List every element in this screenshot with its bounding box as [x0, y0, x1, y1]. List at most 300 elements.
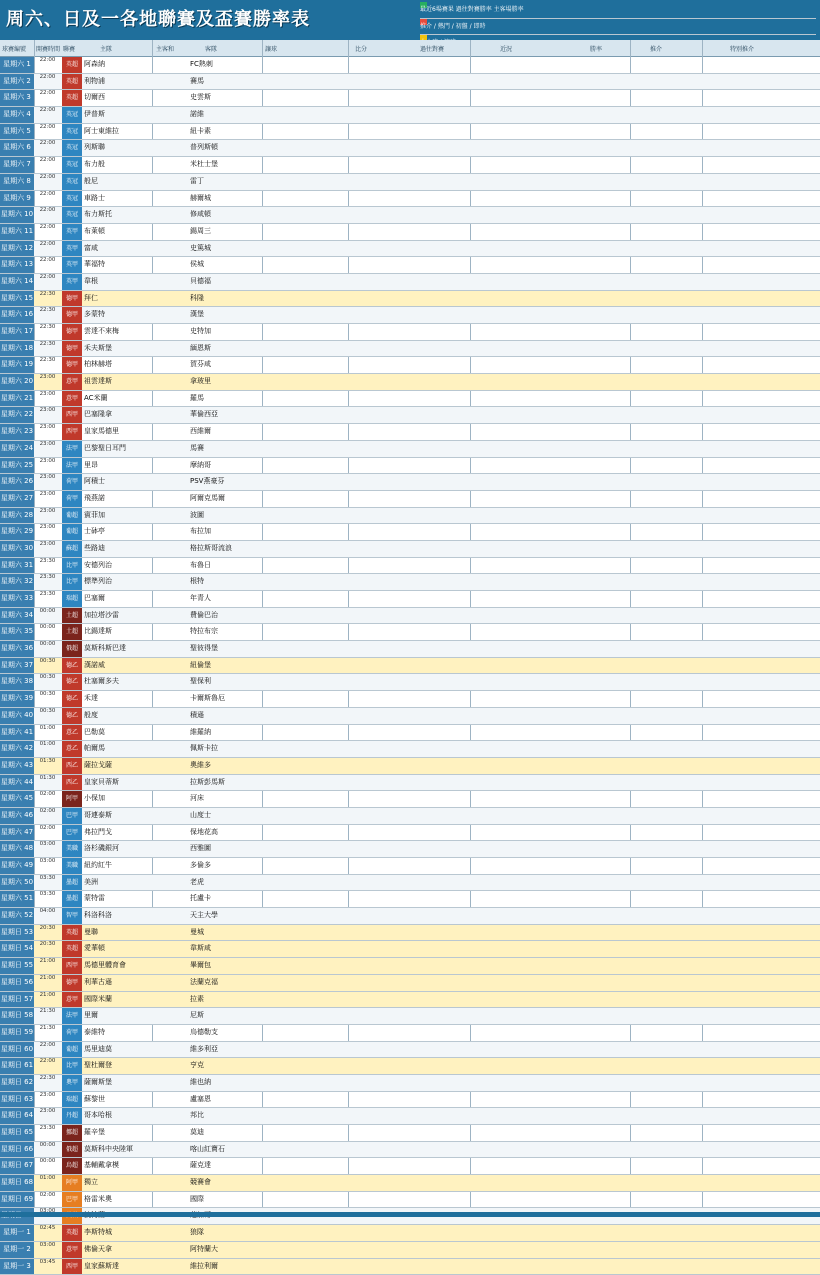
home-team[interactable]: 車路士 [84, 191, 152, 207]
col-hdp: 讓球 [265, 44, 277, 53]
league-badge: 意甲 [62, 1242, 82, 1258]
away-team[interactable]: 布拉加 [190, 524, 262, 540]
home-team[interactable]: 愛華頓 [84, 941, 152, 957]
league-badge: 葡超 [62, 508, 82, 524]
match-number: 星期日 56 [0, 975, 34, 991]
home-team[interactable]: 柏林赫塔 [84, 357, 152, 373]
away-team[interactable]: 修咸頓 [190, 207, 262, 223]
away-team[interactable]: 賽馬 [190, 74, 262, 90]
home-team[interactable]: 巴塞爾 [84, 591, 152, 607]
home-team[interactable]: 韋根 [84, 274, 152, 290]
home-team[interactable]: 美洲 [84, 875, 152, 891]
league-badge: 英冠 [62, 124, 82, 140]
home-team[interactable]: 巴勒莫 [84, 725, 152, 741]
match-number: 星期六 23 [0, 424, 34, 440]
table-row[interactable] [0, 758, 820, 775]
league-badge: 巴甲 [62, 808, 82, 824]
table-row[interactable] [0, 1242, 820, 1259]
table-row[interactable] [0, 274, 820, 291]
home-team[interactable]: 布萊頓 [84, 224, 152, 240]
away-team[interactable]: 阿爾克馬爾 [190, 491, 262, 507]
away-team[interactable]: 亨克 [190, 1058, 262, 1074]
kickoff-time: 03:00 [35, 1242, 60, 1258]
away-team[interactable]: 西雅圖 [190, 841, 262, 857]
away-team[interactable]: 聖保利 [190, 674, 262, 690]
kickoff-time: 23:00 [35, 407, 60, 423]
away-team[interactable]: 羅馬 [190, 391, 262, 407]
league-badge: 德甲 [62, 357, 82, 373]
home-team[interactable]: 莫斯科斯巴達 [84, 641, 152, 657]
col-special: 特別推介 [730, 44, 754, 53]
home-team[interactable]: 禾達 [84, 691, 152, 707]
home-team[interactable]: 弗拉門戈 [84, 825, 152, 841]
match-number: 星期日 68 [0, 1175, 34, 1191]
home-team[interactable]: 小保加 [84, 791, 152, 807]
home-team[interactable]: 莫斯科中央陸軍 [84, 1142, 152, 1158]
table-row[interactable] [0, 891, 820, 908]
away-team[interactable]: 聖彼得堡 [190, 641, 262, 657]
table-row[interactable] [0, 1058, 820, 1075]
kickoff-time: 21:00 [35, 975, 60, 991]
col-tip: 推介 [650, 44, 662, 53]
league-badge: 英甲 [62, 224, 82, 240]
league-badge: 俄超 [62, 1142, 82, 1158]
home-team[interactable]: 切爾西 [84, 90, 152, 106]
away-team[interactable]: 法蘭克福 [190, 975, 262, 991]
away-team[interactable]: FC熱刺 [190, 57, 262, 73]
table-row[interactable] [0, 140, 820, 157]
table-row[interactable] [0, 491, 820, 508]
home-team[interactable]: 雲達不來梅 [84, 324, 152, 340]
away-team[interactable]: 維羅納 [190, 725, 262, 741]
table-row[interactable] [0, 1075, 820, 1092]
away-team[interactable]: 米杜士堡 [190, 157, 262, 173]
home-team[interactable]: 華福特 [84, 257, 152, 273]
match-number: 星期六 2 [0, 74, 34, 90]
away-team[interactable]: 西維爾 [190, 424, 262, 440]
match-number: 星期日 63 [0, 1092, 34, 1108]
kickoff-time: 22:30 [35, 324, 60, 340]
away-team[interactable]: 天主大學 [190, 908, 262, 924]
away-team[interactable]: 佩斯卡拉 [190, 741, 262, 757]
table-row[interactable] [0, 1192, 820, 1209]
away-team[interactable]: 漢堡 [190, 307, 262, 323]
match-number: 星期六 5 [0, 124, 34, 140]
kickoff-time: 00:00 [35, 608, 60, 624]
away-team[interactable]: 烏德勒支 [190, 1025, 262, 1041]
away-team[interactable]: 畢爾包 [190, 958, 262, 974]
table-row[interactable] [0, 407, 820, 424]
table-row[interactable] [0, 958, 820, 975]
table-row[interactable] [0, 524, 820, 541]
away-team[interactable]: 曼城 [190, 925, 262, 941]
match-number: 星期六 11 [0, 224, 34, 240]
table-row[interactable] [0, 775, 820, 792]
home-team[interactable]: 蘇黎世 [84, 1092, 152, 1108]
page-header [0, 0, 820, 42]
away-team[interactable]: 喀山紅寶石 [190, 1142, 262, 1158]
table-row[interactable] [0, 324, 820, 341]
kickoff-time: 21:30 [35, 1008, 60, 1024]
table-row[interactable] [0, 992, 820, 1009]
home-team[interactable]: 阿森納 [84, 57, 152, 73]
home-team[interactable]: 佛倫天拿 [84, 1242, 152, 1258]
away-team[interactable]: 布魯日 [190, 558, 262, 574]
table-row[interactable] [0, 875, 820, 892]
away-team[interactable]: 盧塞恩 [190, 1092, 262, 1108]
home-team[interactable]: 漢諾威 [84, 658, 152, 674]
league-badge: 比甲 [62, 558, 82, 574]
away-team[interactable]: 史雲斯 [190, 90, 262, 106]
league-badge: 英超 [62, 1225, 82, 1241]
away-team[interactable]: 維多利亞 [190, 1042, 262, 1058]
table-row[interactable] [0, 391, 820, 408]
league-badge: 英超 [62, 941, 82, 957]
away-team[interactable]: 拉斯彭馬斯 [190, 775, 262, 791]
table-row[interactable] [0, 1225, 820, 1242]
home-team[interactable]: 布力斯托 [84, 207, 152, 223]
kickoff-time: 23:00 [35, 491, 60, 507]
away-team[interactable]: 尼斯 [190, 1008, 262, 1024]
table-row[interactable] [0, 1042, 820, 1059]
home-team[interactable]: 杜塞爾多夫 [84, 674, 152, 690]
away-team[interactable]: 紐倫堡 [190, 658, 262, 674]
home-team[interactable]: 泰維特 [84, 1025, 152, 1041]
table-row[interactable] [0, 174, 820, 191]
away-team[interactable]: 波圖 [190, 508, 262, 524]
table-row[interactable] [0, 1008, 820, 1025]
table-row[interactable] [0, 1259, 820, 1275]
table-row[interactable] [0, 691, 820, 708]
kickoff-time: 22:00 [35, 191, 60, 207]
away-team[interactable]: 保地花高 [190, 825, 262, 841]
home-team[interactable]: 哥連泰斯 [84, 808, 152, 824]
home-team[interactable]: 多蒙特 [84, 307, 152, 323]
table-row[interactable] [0, 708, 820, 725]
table-row[interactable] [0, 641, 820, 658]
table-row[interactable] [0, 508, 820, 525]
away-team[interactable]: 紐卡素 [190, 124, 262, 140]
league-badge: 挪超 [62, 1125, 82, 1141]
home-team[interactable]: 利華古遜 [84, 975, 152, 991]
home-team[interactable]: 巴黎聖日耳門 [84, 441, 152, 457]
match-number: 星期六 17 [0, 324, 34, 340]
table-row[interactable] [0, 57, 820, 74]
away-team[interactable]: 格拉斯哥流浪 [190, 541, 262, 557]
away-team[interactable]: 馬賽 [190, 441, 262, 457]
table-row[interactable] [0, 474, 820, 491]
league-badge: 荷甲 [62, 474, 82, 490]
away-team[interactable]: 維拉利爾 [190, 1259, 262, 1275]
home-team[interactable]: 馬里迪莫 [84, 1042, 152, 1058]
league-badge: 意甲 [62, 992, 82, 1008]
home-team[interactable]: 禾夫斯堡 [84, 341, 152, 357]
league-badge: 奧甲 [62, 1075, 82, 1091]
table-row[interactable] [0, 941, 820, 958]
match-number: 星期六 27 [0, 491, 34, 507]
away-team[interactable]: 拿玻里 [190, 374, 262, 390]
away-team[interactable]: PSV燕豪芬 [190, 474, 262, 490]
home-team[interactable]: 蒙特雷 [84, 891, 152, 907]
match-number: 星期日 60 [0, 1042, 34, 1058]
home-team[interactable]: 布力般 [84, 157, 152, 173]
away-team[interactable]: 莫迪 [190, 1125, 262, 1141]
kickoff-time: 01:00 [35, 1175, 60, 1191]
table-row[interactable] [0, 608, 820, 625]
table-row[interactable] [0, 725, 820, 742]
kickoff-time: 23:00 [35, 374, 60, 390]
table-row[interactable] [0, 908, 820, 925]
table-row[interactable] [0, 257, 820, 274]
table-row[interactable] [0, 658, 820, 675]
kickoff-time: 23:30 [35, 558, 60, 574]
home-team[interactable]: 洛杉磯銀河 [84, 841, 152, 857]
table-row[interactable] [0, 1108, 820, 1125]
col-time: 開賽時間 [36, 44, 60, 53]
home-team[interactable]: 獨立 [84, 1175, 152, 1191]
table-row[interactable] [0, 357, 820, 374]
table-row[interactable] [0, 341, 820, 358]
home-team[interactable]: 馬德里體育會 [84, 958, 152, 974]
home-team[interactable]: 士砵亭 [84, 524, 152, 540]
table-row[interactable] [0, 441, 820, 458]
home-team[interactable]: 加拉塔沙雷 [84, 608, 152, 624]
match-number: 星期日 69 [0, 1192, 34, 1208]
kickoff-time: 00:00 [35, 641, 60, 657]
home-team[interactable]: 薩爾斯堡 [84, 1075, 152, 1091]
match-number: 星期六 31 [0, 558, 34, 574]
match-number: 星期六 1 [0, 57, 34, 73]
table-row[interactable] [0, 374, 820, 391]
away-team[interactable]: 根特 [190, 574, 262, 590]
table-row[interactable] [0, 558, 820, 575]
table-row[interactable] [0, 191, 820, 208]
table-row[interactable] [0, 541, 820, 558]
kickoff-time: 21:00 [35, 958, 60, 974]
home-team[interactable]: 比錫達斯 [84, 624, 152, 640]
home-team[interactable]: 李斯特城 [84, 1225, 152, 1241]
table-row[interactable] [0, 591, 820, 608]
table-row[interactable] [0, 1142, 820, 1159]
league-badge: 美職 [62, 841, 82, 857]
table-row[interactable] [0, 224, 820, 241]
away-team[interactable]: 山度士 [190, 808, 262, 824]
kickoff-time: 23:00 [35, 1092, 60, 1108]
table-row[interactable] [0, 424, 820, 441]
table-row[interactable] [0, 674, 820, 691]
home-team[interactable]: 富咸 [84, 241, 152, 257]
table-row[interactable] [0, 157, 820, 174]
away-team[interactable]: 科隆 [190, 291, 262, 307]
home-team[interactable]: 阿士東維拉 [84, 124, 152, 140]
away-team[interactable]: 費倫巴治 [190, 608, 262, 624]
match-number: 星期六 16 [0, 307, 34, 323]
home-team[interactable]: 飛燕諾 [84, 491, 152, 507]
away-team[interactable]: 多倫多 [190, 858, 262, 874]
table-row[interactable] [0, 1125, 820, 1142]
home-team[interactable]: 般尼 [84, 174, 152, 190]
home-team[interactable]: 哥本哈根 [84, 1108, 152, 1124]
away-team[interactable]: 錫周三 [190, 224, 262, 240]
home-team[interactable]: 巴塞隆拿 [84, 407, 152, 423]
away-team[interactable]: 托盧卡 [190, 891, 262, 907]
away-team[interactable]: 國際 [190, 1192, 262, 1208]
kickoff-time: 22:00 [35, 74, 60, 90]
home-team[interactable]: 些路迪 [84, 541, 152, 557]
home-team[interactable]: 列斯聯 [84, 140, 152, 156]
table-row[interactable] [0, 458, 820, 475]
away-team[interactable]: 邦比 [190, 1108, 262, 1124]
home-team[interactable]: AC米蘭 [84, 391, 152, 407]
league-badge: 墨超 [62, 875, 82, 891]
table-row[interactable] [0, 90, 820, 107]
kickoff-time: 03:30 [35, 875, 60, 891]
away-team[interactable]: 韋斯咸 [190, 941, 262, 957]
league-badge: 英甲 [62, 274, 82, 290]
away-team[interactable]: 摩納哥 [190, 458, 262, 474]
kickoff-time: 22:30 [35, 1075, 60, 1091]
table-row[interactable] [0, 207, 820, 224]
league-badge: 德甲 [62, 975, 82, 991]
home-team[interactable]: 聖杜爾登 [84, 1058, 152, 1074]
home-team[interactable]: 拜仁 [84, 291, 152, 307]
table-row[interactable] [0, 925, 820, 942]
away-team[interactable]: 賀芬咸 [190, 357, 262, 373]
table-row[interactable] [0, 858, 820, 875]
home-team[interactable]: 科洛科洛 [84, 908, 152, 924]
away-team[interactable]: 維也納 [190, 1075, 262, 1091]
table-row[interactable] [0, 1175, 820, 1192]
away-team[interactable]: 積遜 [190, 708, 262, 724]
match-number: 星期日 58 [0, 1008, 34, 1024]
league-badge: 西甲 [62, 424, 82, 440]
league-badge: 巴甲 [62, 825, 82, 841]
away-team[interactable]: 史特加 [190, 324, 262, 340]
away-team[interactable]: 侯城 [190, 257, 262, 273]
away-team[interactable]: 華倫西亞 [190, 407, 262, 423]
league-badge: 丹超 [62, 1108, 82, 1124]
league-badge: 荷甲 [62, 491, 82, 507]
league-badge: 巴甲 [62, 1192, 82, 1208]
table-row[interactable] [0, 241, 820, 258]
away-team[interactable]: 河床 [190, 791, 262, 807]
away-team[interactable]: 狼隊 [190, 1225, 262, 1241]
league-badge: 德乙 [62, 658, 82, 674]
home-team[interactable]: 般度 [84, 708, 152, 724]
table-row[interactable] [0, 1092, 820, 1109]
home-team[interactable]: 基輔戴拿模 [84, 1158, 152, 1174]
away-team[interactable]: 年青人 [190, 591, 262, 607]
away-team[interactable]: 雷丁 [190, 174, 262, 190]
away-team[interactable]: 赫爾城 [190, 191, 262, 207]
match-number: 星期六 52 [0, 908, 34, 924]
home-team[interactable]: 曼聯 [84, 925, 152, 941]
kickoff-time: 03:00 [35, 858, 60, 874]
kickoff-time: 00:30 [35, 658, 60, 674]
home-team[interactable]: 羅辛堡 [84, 1125, 152, 1141]
match-number: 星期日 61 [0, 1058, 34, 1074]
table-row[interactable] [0, 124, 820, 141]
kickoff-time: 22:00 [35, 274, 60, 290]
match-number: 星期日 67 [0, 1158, 34, 1174]
table-row[interactable] [0, 975, 820, 992]
away-team[interactable]: 諾維 [190, 107, 262, 123]
table-row[interactable] [0, 808, 820, 825]
home-team[interactable]: 紐約紅牛 [84, 858, 152, 874]
table-row[interactable] [0, 791, 820, 808]
match-number: 星期六 25 [0, 458, 34, 474]
away-team[interactable]: 奧維多 [190, 758, 262, 774]
table-row[interactable] [0, 107, 820, 124]
kickoff-time: 22:00 [35, 224, 60, 240]
table-row[interactable] [0, 1158, 820, 1175]
home-team[interactable]: 里昂 [84, 458, 152, 474]
table-row[interactable] [0, 741, 820, 758]
home-team[interactable]: 薩拉戈薩 [84, 758, 152, 774]
away-team[interactable]: 史篤城 [190, 241, 262, 257]
home-team[interactable]: 利物浦 [84, 74, 152, 90]
home-team[interactable]: 賓菲加 [84, 508, 152, 524]
table-row[interactable] [0, 307, 820, 324]
match-number: 星期一 3 [0, 1259, 34, 1275]
league-badge: 英甲 [62, 241, 82, 257]
away-team[interactable]: 阿特蘭大 [190, 1242, 262, 1258]
away-team[interactable]: 老虎 [190, 875, 262, 891]
home-team[interactable]: 帕爾馬 [84, 741, 152, 757]
table-row[interactable] [0, 1025, 820, 1042]
home-team[interactable]: 皇家蘇斯達 [84, 1259, 152, 1275]
away-team[interactable]: 卡爾斯魯厄 [190, 691, 262, 707]
home-team[interactable]: 里爾 [84, 1008, 152, 1024]
league-badge: 德甲 [62, 341, 82, 357]
table-row[interactable] [0, 624, 820, 641]
kickoff-time: 21:30 [35, 1025, 60, 1041]
kickoff-time: 23:00 [35, 458, 60, 474]
home-team[interactable]: 格雷米奧 [84, 1192, 152, 1208]
away-team[interactable]: 拉素 [190, 992, 262, 1008]
league-badge: 土超 [62, 624, 82, 640]
table-row[interactable] [0, 74, 820, 91]
away-team[interactable]: 競賽會 [190, 1175, 262, 1191]
league-badge: 法甲 [62, 1008, 82, 1024]
home-team[interactable]: 標準列治 [84, 574, 152, 590]
league-badge: 英甲 [62, 257, 82, 273]
table-row[interactable] [0, 825, 820, 842]
home-team[interactable]: 阿積士 [84, 474, 152, 490]
home-team[interactable]: 伊普斯 [84, 107, 152, 123]
table-row[interactable] [0, 841, 820, 858]
away-team[interactable]: 貝德福 [190, 274, 262, 290]
table-row[interactable] [0, 574, 820, 591]
table-row[interactable] [0, 291, 820, 308]
home-team[interactable]: 安德列治 [84, 558, 152, 574]
home-team[interactable]: 皇家馬德里 [84, 424, 152, 440]
away-team[interactable]: 普列斯頓 [190, 140, 262, 156]
match-number: 星期六 29 [0, 524, 34, 540]
away-team[interactable]: 薩克達 [190, 1158, 262, 1174]
match-table [0, 57, 820, 1275]
away-team[interactable]: 特拉布宗 [190, 624, 262, 640]
home-team[interactable]: 國際米蘭 [84, 992, 152, 1008]
home-team[interactable]: 皇家貝蒂斯 [84, 775, 152, 791]
match-number: 星期六 12 [0, 241, 34, 257]
kickoff-time: 00:30 [35, 708, 60, 724]
col-odds: 主客和 [156, 44, 174, 53]
match-number: 星期六 41 [0, 725, 34, 741]
away-team[interactable]: 緬恩斯 [190, 341, 262, 357]
home-team[interactable]: 祖雲達斯 [84, 374, 152, 390]
kickoff-time: 22:00 [35, 1042, 60, 1058]
